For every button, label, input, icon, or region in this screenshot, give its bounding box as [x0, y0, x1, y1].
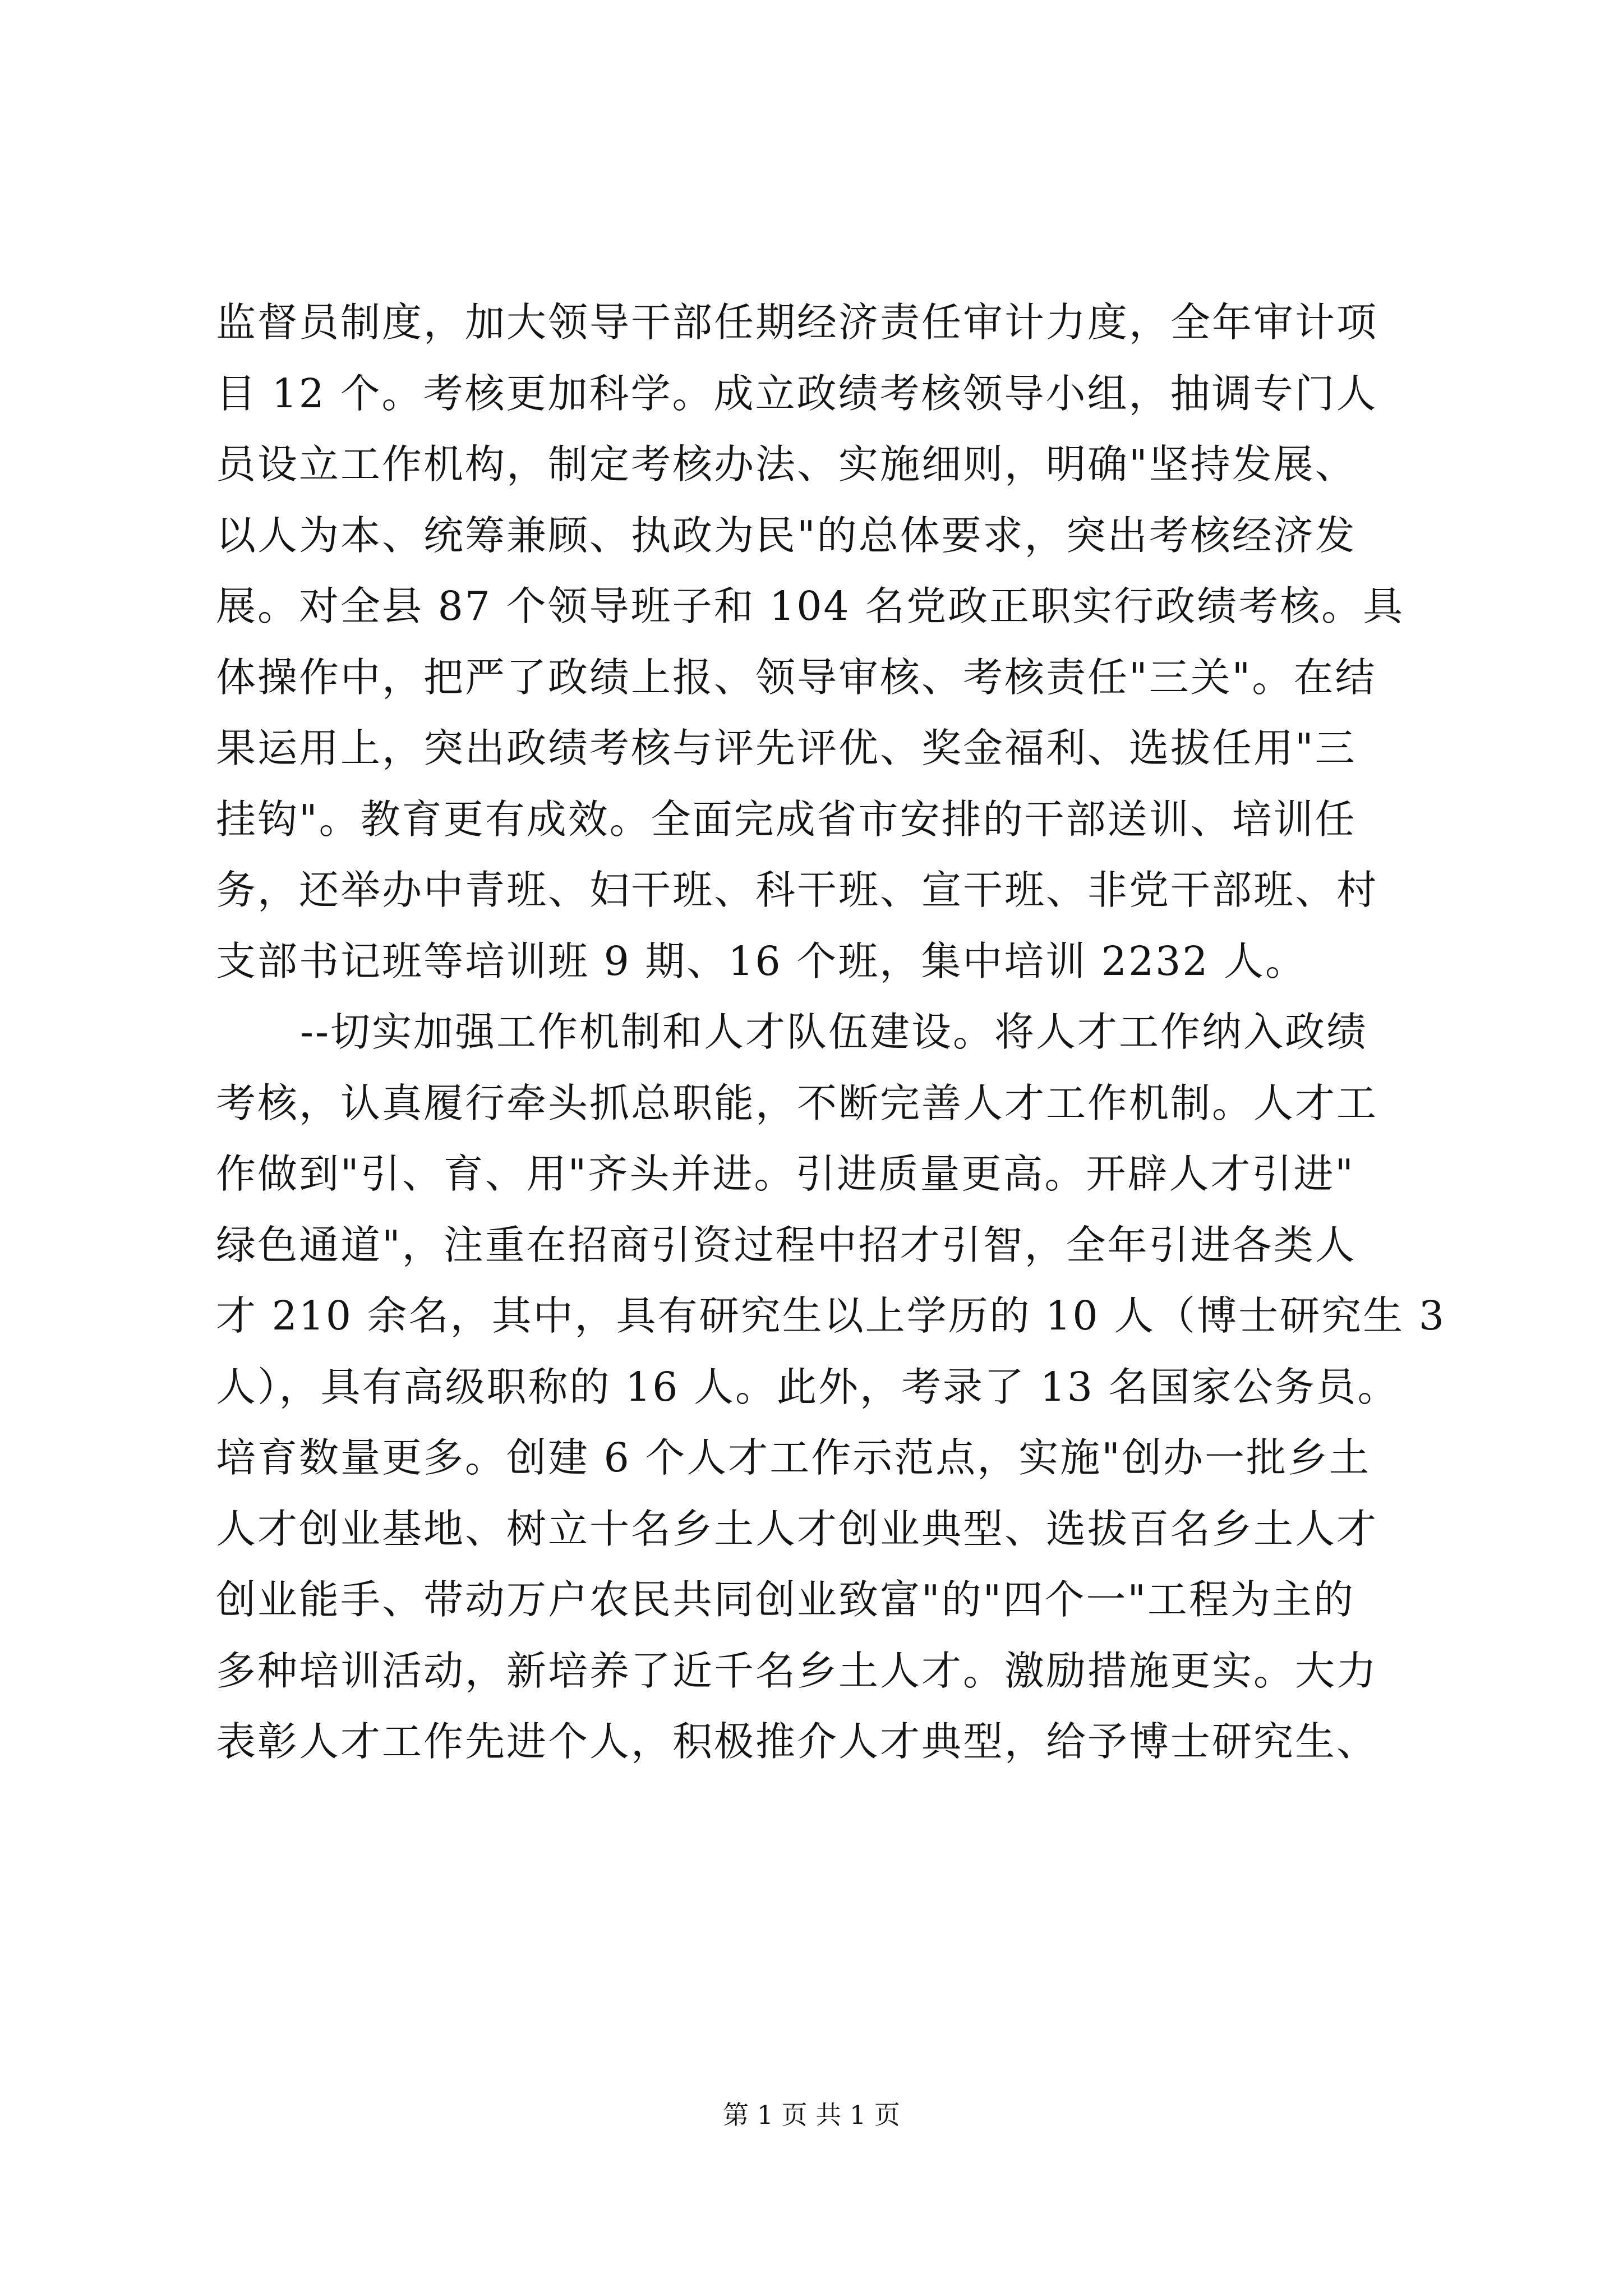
paragraph-start-line: --切实加强工作机制和人才队伍建设。将人才工作纳入政绩 [300, 1009, 1368, 1055]
text-line: 多种培训活动，新培养了近千名乡土人才。激励措施更实。大力 [216, 1647, 1378, 1694]
text-line: 绿色通道"，注重在招商引资过程中招才引智，全年引进各类人 [216, 1221, 1357, 1268]
text-line: 创业能手、带动万户农民共同创业致富"的"四个一"工程为主的 [216, 1576, 1355, 1623]
text-line: 以人为本、统筹兼顾、执政为民"的总体要求，突出考核经济发 [216, 512, 1357, 559]
text-line: 挂钩"。教育更有成效。全面完成省市安排的干部送训、培训任 [216, 795, 1357, 843]
document-body [216, 287, 1446, 1778]
text-line: 支部书记班等培训班 9 期、16 个班，集中培训 2232 人。 [216, 937, 1307, 984]
page-footer: 第 1 页 共 1 页 [723, 2100, 900, 2130]
text-line: 人才创业基地、树立十名乡土人才创业典型、选拔百名乡土人才 [216, 1505, 1378, 1552]
text-line: 监督员制度，加大领导干部任期经济责任审计力度，全年审计项 [216, 299, 1378, 346]
text-line: 展。对全县 87 个领导班子和 104 名党政正职实行政绩考核。具 [216, 583, 1405, 629]
text-line: 果运用上，突出政绩考核与评先评优、奖金福利、选拔任用"三 [216, 725, 1357, 771]
text-line: 人），具有高级职称的 16 人。此外，考录了 13 名国家公务员。 [216, 1363, 1399, 1410]
text-line: 员设立工作机构，制定考核办法、实施细则，明确"坚持发展、 [216, 441, 1357, 487]
text-line: 考核，认真履行牵头抓总职能，不断完善人才工作机制。人才工 [216, 1079, 1378, 1126]
text-line: 作做到"引、育、用"齐头并进。引进质量更高。开辟人才引进" [216, 1151, 1355, 1197]
text-line: 培育数量更多。创建 6 个人才工作示范点，实施"创办一批乡土 [216, 1434, 1371, 1481]
text-line: 目 12 个。考核更加科学。成立政绩考核领导小组，抽调专门人 [216, 370, 1378, 417]
text-line: 表彰人才工作先进个人，积极推介人才典型，给予博士研究生、 [216, 1718, 1378, 1765]
text-line: 才 210 余名，其中，具有研究生以上学历的 10 人（博士研究生 3 [216, 1292, 1446, 1339]
text-line: 体操作中，把严了政绩上报、领导审核、考核责任"三关"。在结 [216, 654, 1377, 701]
text-line: 务，还举办中青班、妇干班、科干班、宣干班、非党干部班、村 [216, 867, 1378, 913]
